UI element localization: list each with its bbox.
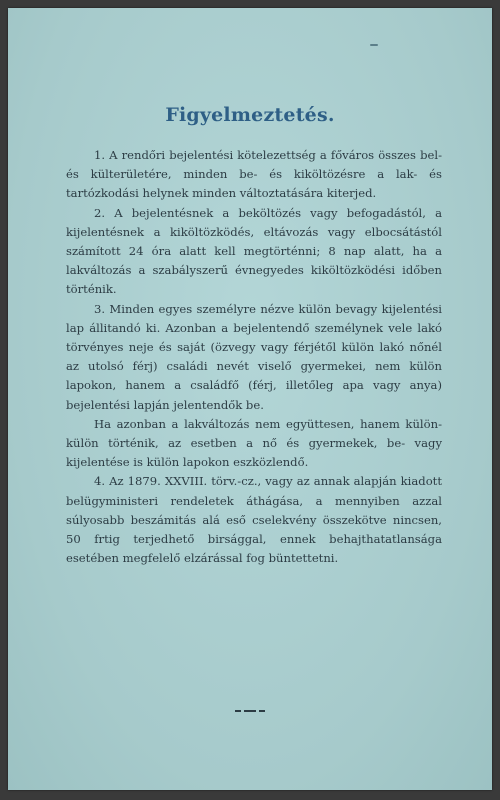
paragraph-1: 1. A rendőri bejelentési kötelezettség a főváros összes bel- és külterületére, minden be- és kiköltözésre a lak- és tartózkodási helynek minden változtatására kiterjed. xyxy=(66,148,442,201)
notice-body xyxy=(66,146,442,568)
ornament-dash-right xyxy=(259,710,265,712)
paragraph-4: 4. Az 1879. XXVIII. törv.-cz., vagy az annak alapján kiadott belügyministeri rendeletek áthágása, a mennyiben azzal súlyosabb beszámitás alá eső cselekvény összekötve nincsen, 50 frtig terjedhető birsággal, ennek behajthatatlansága esetében megfelelő elzárással fog büntettetni. xyxy=(66,474,442,566)
closing-ornament xyxy=(232,704,268,718)
paragraph-2: 2. A bejelentésnek a beköltözés vagy befogadástól, a kijelentésnek a kiköltözködés, eltávozás vagy elbocsátástól számított 24 óra alatt kell megtörténni; 8 nap alatt, ha a lakváltozás a szabályszerű évnegyedes kiköltözködési időben történik. xyxy=(66,205,442,297)
ornament-dash-center xyxy=(244,710,256,713)
notice-title: Figyelmeztetés. xyxy=(165,104,335,126)
ornament-dash-left xyxy=(235,710,241,712)
paragraph-3-continuation: Ha azonban a lakváltozás nem együttesen, hanem külön-külön történik, az esetben a nő és gyermekek, be- vagy kijelentése is külön lapokon eszközlendő. xyxy=(66,416,442,470)
paragraph-3: 3. Minden egyes személyre nézve külön bevagy kijelentési lap állitandó ki. Azonban a bejelentendő személynek vele lakó törvényes neje és saját (özvegy vagy férjétől külön lakó nőnél az utolsó férj) családi nevét viselő gyermekei, nem külön lapokon, hanem a családfő (férj, illetőleg apa vagy anya) bejelentési lapján jelentendők be. xyxy=(66,301,442,412)
paper-speck xyxy=(370,44,378,46)
